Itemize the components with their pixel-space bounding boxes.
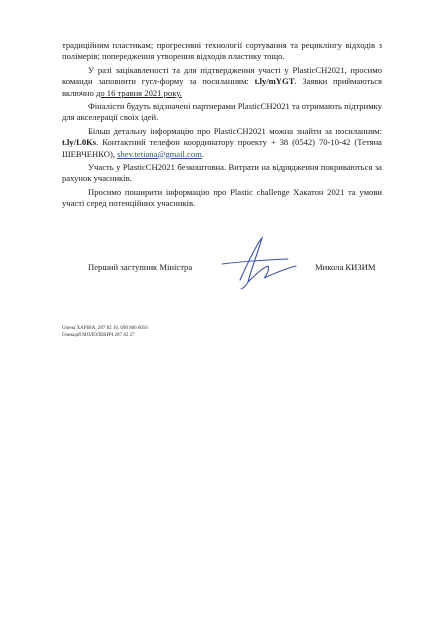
contact-line-1: Олена ХАРІНА, 287 82 16, 098 866 6056 bbox=[62, 326, 148, 331]
info-link[interactable]: t.ly/L0Ks bbox=[62, 137, 97, 148]
paragraph-3: Фіналісти будуть відзначені партнерами PlasticCH2021 та отримають підтримку для акселерації своїх ідей. bbox=[62, 101, 382, 123]
email-link[interactable]: shev.tetiana@gmail.com bbox=[117, 148, 202, 159]
paragraph-4: Більш детальну інформацію про PlasticCH2021 можна знайти за посиланням: t.ly/L0Ks. Контактний телефон координатору проекту + 38 (0542) 70-10-42 (Тетяна ШЕВЧЕНКО), shev.tetiana@gmail.com. bbox=[62, 126, 382, 159]
contact-line-2: Геннадій МОЛОЛЕВИЧ 287 82 27 bbox=[62, 333, 135, 338]
contacts-block bbox=[62, 325, 148, 339]
form-link[interactable]: t.ly/mYGT bbox=[254, 76, 295, 87]
paragraph-6: Просимо поширити інформацію про Plastic challenge Хакатон 2021 та умови участі серед потенційних учасників. bbox=[62, 187, 382, 209]
handwritten-signature bbox=[218, 232, 308, 292]
signatory-position: Перший заступник Міністра bbox=[88, 262, 193, 272]
deadline-date: до 16 травня 2021 року. bbox=[95, 87, 182, 98]
paragraph-1: традиційним пластикам; прогресивні технології сортування та рециклінгу відходів з полімерів; попередження утворення відходів пластику тощо. bbox=[62, 40, 382, 62]
paragraph-5: Участь у PlasticCH2021 безкоштовна. Витрати на відрядження покриваються за рахунок учасників. bbox=[62, 162, 382, 184]
paragraph-2: У разі зацікавленості та для підтвердження участі у PlasticCH2021, просимо команди заповнити гугл-форму за посиланням: t.ly/mYGT. Заявки приймаються включно до 16 травня 2021 року. bbox=[62, 65, 382, 98]
signatory-name: Микола КИЗИМ bbox=[315, 262, 376, 272]
